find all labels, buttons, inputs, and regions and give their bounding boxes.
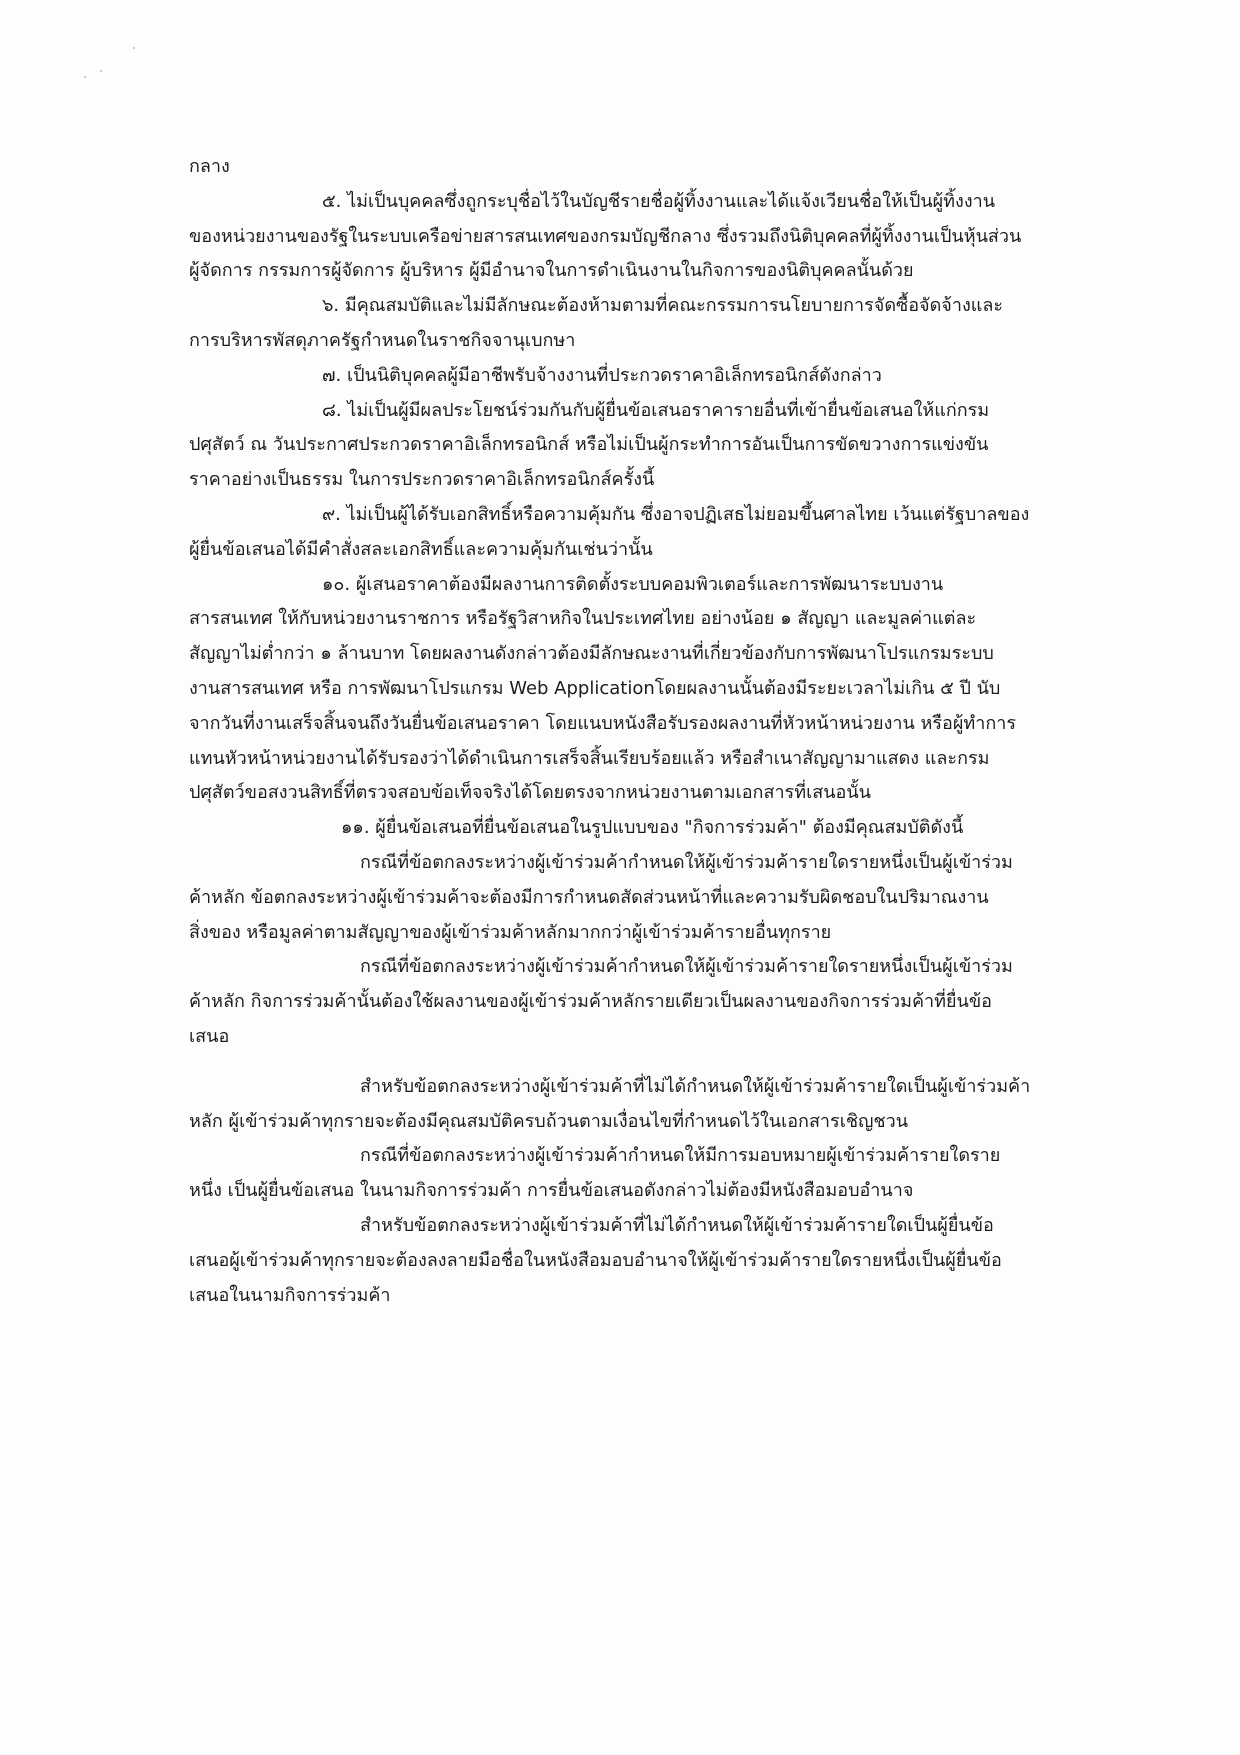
text-line: กรณีที่ข้อตกลงระหว่างผู้เข้าร่วมค้ากำหนดให้ผู้เข้าร่วมค้ารายใดรายหนึ่งเป็นผู้เข้าร่วม <box>360 851 1013 873</box>
text-line: สิ่งของ หรือมูลค่าตามสัญญาของผู้เข้าร่วมค้าหลักมากกว่าผู้เข้าร่วมค้ารายอื่นทุกราย <box>189 921 832 943</box>
document-body <box>189 150 1124 1313</box>
text-line: ค้าหลัก กิจการร่วมค้านั้นต้องใช้ผลงานของผู้เข้าร่วมค้าหลักรายเดียวเป็นผลงานของกิจการร่วมค้าที่ยื่นข้อ <box>189 991 992 1013</box>
text-line: งานสารสนเทศ หรือ การพัฒนาโปรแกรม Web Applicationโดยผลงานนั้นต้องมีระยะเวลาไม่เกิน ๕ ปี นับ <box>189 677 1001 699</box>
text-line: ปศุสัตว์ขอสงวนสิทธิ์ที่ตรวจสอบข้อเท็จจริงได้โดยตรงจากหน่วยงานตามเอกสารที่เสนอนั้น <box>189 782 871 804</box>
text-line: ๑๑. ผู้ยื่นข้อเสนอที่ยื่นข้อเสนอในรูปแบบของ "กิจการร่วมค้า" ต้องมีคุณสมบัติดังนี้ <box>341 817 964 839</box>
paragraph-gap <box>189 1055 1124 1070</box>
text-line: หนึ่ง เป็นผู้ยื่นข้อเสนอ ในนามกิจการร่วมค้า การยื่นข้อเสนอดังกล่าวไม่ต้องมีหนังสือมอบอำนาจ <box>189 1180 914 1202</box>
text-line: สัญญาไม่ต่ำกว่า ๑ ล้านบาท โดยผลงานดังกล่าวต้องมีลักษณะงานที่เกี่ยวข้องกับการพัฒนาโปรแกรมระบบ <box>189 643 994 665</box>
text-line: สำหรับข้อตกลงระหว่างผู้เข้าร่วมค้าที่ไม่ได้กำหนดให้ผู้เข้าร่วมค้ารายใดเป็นผู้เข้าร่วมค้า <box>360 1075 1031 1097</box>
text-line: แทนหัวหน้าหน่วยงานได้รับรองว่าได้ดำเนินการเสร็จสิ้นเรียบร้อยแล้ว หรือสำเนาสัญญามาแสดง และกรม <box>189 747 990 769</box>
text-line: กรณีที่ข้อตกลงระหว่างผู้เข้าร่วมค้ากำหนดให้ผู้เข้าร่วมค้ารายใดรายหนึ่งเป็นผู้เข้าร่วม <box>360 956 1013 978</box>
text-line: เสนอ <box>189 1025 230 1047</box>
text-line: เสนอในนามกิจการร่วมค้า <box>189 1284 391 1306</box>
text-line: ปศุสัตว์ ณ วันประกาศประกวดราคาอิเล็กทรอนิกส์ หรือไม่เป็นผู้กระทำการอันเป็นการขัดขวางการแข่งขัน <box>189 434 989 456</box>
text-line: ผู้ยื่นข้อเสนอได้มีคำสั่งสละเอกสิทธิ์และความคุ้มกันเช่นว่านั้น <box>189 538 653 560</box>
text-line: กรณีที่ข้อตกลงระหว่างผู้เข้าร่วมค้ากำหนดให้มีการมอบหมายผู้เข้าร่วมค้ารายใดราย <box>360 1145 1001 1167</box>
text-line: ๕. ไม่เป็นบุคคลซึ่งถูกระบุชื่อไว้ในบัญชีรายชื่อผู้ทิ้งงานและได้แจ้งเวียนชื่อให้เป็นผู้ทิ้งงาน <box>322 190 996 212</box>
text-line: ผู้จัดการ กรรมการผู้จัดการ ผู้บริหาร ผู้มีอำนาจในการดำเนินงานในกิจการของนิติบุคคลนั้นด้วย <box>189 260 914 282</box>
scan-speck <box>84 76 86 78</box>
text-line: ราคาอย่างเป็นธรรม ในการประกวดราคาอิเล็กทรอนิกส์ครั้งนี้ <box>189 469 655 491</box>
text-line: ค้าหลัก ข้อตกลงระหว่างผู้เข้าร่วมค้าจะต้องมีการกำหนดสัดส่วนหน้าที่และความรับผิดชอบในปริมาณงาน <box>189 886 989 908</box>
text-line: ๗. เป็นนิติบุคคลผู้มีอาชีพรับจ้างงานที่ประกวดราคาอิเล็กทรอนิกส์ดังกล่าว <box>322 364 882 386</box>
scan-speck <box>133 47 135 49</box>
text-line: สารสนเทศ ให้กับหน่วยงานราชการ หรือรัฐวิสาหกิจในประเทศไทย อย่างน้อย ๑ สัญญา และมูลค่าแต่ละ <box>189 608 977 630</box>
scan-speck <box>100 70 102 72</box>
text-line: ๘. ไม่เป็นผู้มีผลประโยชน์ร่วมกันกับผู้ยื่นข้อเสนอราคารายอื่นที่เข้ายื่นข้อเสนอให้แก่กรม <box>322 399 990 421</box>
text-line: กลาง <box>189 156 230 177</box>
text-line: หลัก ผู้เข้าร่วมค้าทุกรายจะต้องมีคุณสมบัติครบถ้วนตามเงื่อนไขที่กำหนดไว้ในเอกสารเชิญชวน <box>189 1110 909 1132</box>
text-line: ๑๐. ผู้เสนอราคาต้องมีผลงานการติดตั้งระบบคอมพิวเตอร์และการพัฒนาระบบงาน <box>322 573 944 595</box>
text-line: จากวันที่งานเสร็จสิ้นจนถึงวันยื่นข้อเสนอราคา โดยแนบหนังสือรับรองผลงานที่หัวหน้าหน่วยงาน หรือผู้ทำการ <box>189 712 1017 734</box>
text-line: ๙. ไม่เป็นผู้ได้รับเอกสิทธิ์หรือความคุ้มกัน ซึ่งอาจปฏิเสธไม่ยอมขึ้นศาลไทย เว้นแต่รัฐบาลของ <box>322 503 1030 525</box>
text-line: การบริหารพัสดุภาครัฐกำหนดในราชกิจจานุเบกษา <box>189 329 576 351</box>
text-line: สำหรับข้อตกลงระหว่างผู้เข้าร่วมค้าที่ไม่ได้กำหนดให้ผู้เข้าร่วมค้ารายใดเป็นผู้ยื่นข้อ <box>360 1214 994 1236</box>
text-line: ของหน่วยงานของรัฐในระบบเครือข่ายสารสนเทศของกรมบัญชีกลาง ซึ่งรวมถึงนิติบุคคลที่ผู้ทิ้งงานเป็นหุ้นส่วน <box>189 225 1022 247</box>
text-line: ๖. มีคุณสมบัติและไม่มีลักษณะต้องห้ามตามที่คณะกรรมการนโยบายการจัดซื้อจัดจ้างและ <box>322 295 1004 317</box>
text-line: เสนอผู้เข้าร่วมค้าทุกรายจะต้องลงลายมือชื่อในหนังสือมอบอำนาจให้ผู้เข้าร่วมค้ารายใดรายหนึ่งเป็นผู้ยื่นข้อ <box>189 1249 1002 1271</box>
